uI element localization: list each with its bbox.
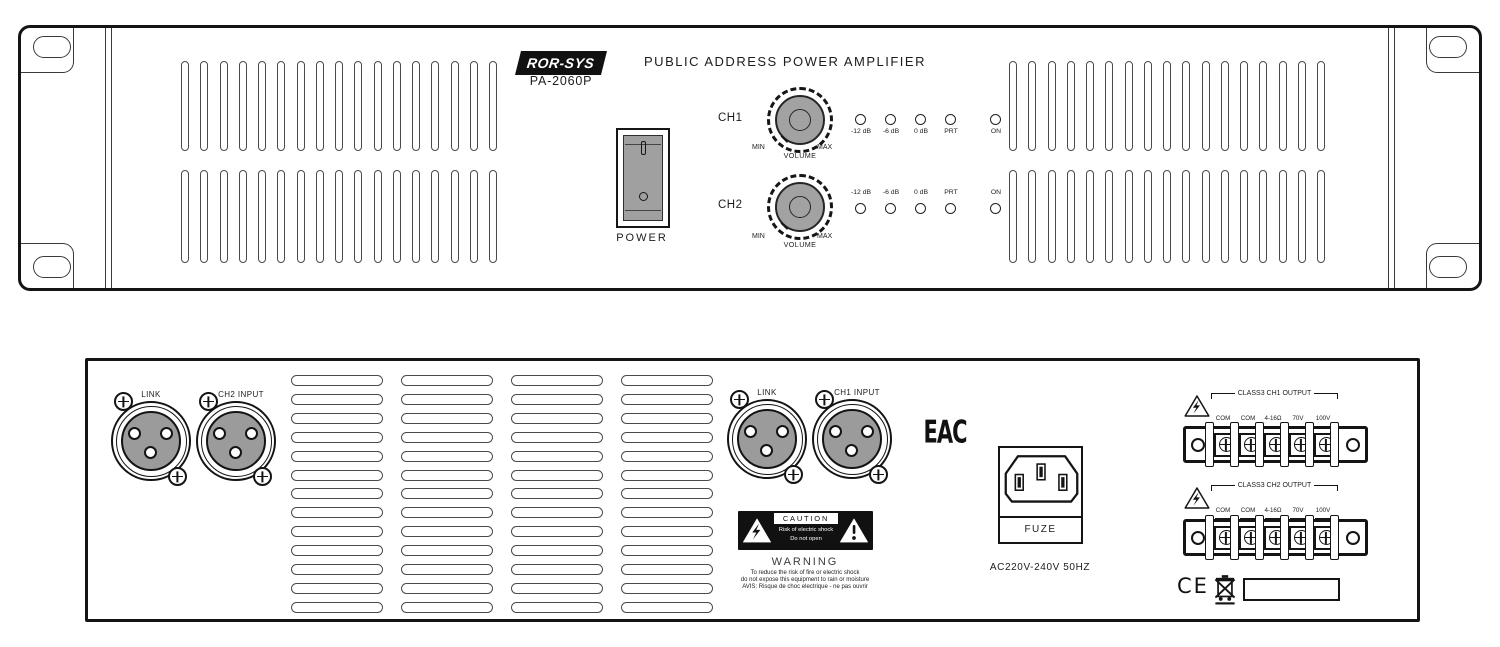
vent-slot: [1125, 170, 1133, 263]
terminal-barrier: [1255, 422, 1264, 467]
vent-slot: [621, 394, 713, 405]
terminal-label-text: 4-16Ω: [1264, 415, 1282, 422]
vent-slot: [1182, 61, 1190, 151]
terminal-label-text: 4-16Ω: [1264, 507, 1282, 514]
vent-slot: [621, 432, 713, 443]
voltage-rating: AC220V-240V 50HZ: [989, 562, 1091, 573]
xlr-pin: [144, 446, 157, 459]
vent-slot: [316, 170, 324, 263]
vent-slot: [297, 170, 305, 263]
vent-slot: [1125, 61, 1133, 151]
warning-line-1: To reduce the risk of fire or electric shock: [750, 570, 860, 576]
vent-slot: [511, 451, 603, 462]
vent-slot: [621, 413, 713, 424]
vent-slot: [401, 583, 493, 594]
vent-slot: [1163, 61, 1171, 151]
vent-slot: [621, 545, 713, 556]
ac-power-inlet: [998, 446, 1083, 544]
volume-label: VOLUME: [783, 240, 817, 249]
vent-slot: [316, 61, 324, 151]
vent-slot: [401, 432, 493, 443]
vent-grille: [511, 375, 603, 613]
vent-slot: [621, 470, 713, 481]
xlr-connector-ch2-input: [196, 401, 276, 481]
vent-slot: [470, 170, 478, 263]
terminal-barrier: [1205, 515, 1214, 560]
vent-slot: [401, 375, 493, 386]
terminal-label-text: 70V: [1292, 507, 1304, 514]
xlr-pin: [829, 425, 842, 438]
ear-divider-right: [1388, 28, 1389, 288]
vent-slot: [401, 564, 493, 575]
bracket-line: [1314, 485, 1338, 491]
vent-grille: [621, 375, 713, 613]
vent-slot: [291, 602, 383, 613]
led-label: 0 dB: [914, 189, 928, 196]
vent-slot: [1105, 170, 1113, 263]
led-label: -6 dB: [882, 128, 900, 135]
vent-slot: [393, 61, 401, 151]
vent-slot: [451, 170, 459, 263]
vent-slot: [401, 394, 493, 405]
eac-mark: [923, 413, 967, 451]
power-rocker: [623, 135, 663, 221]
vent-slot: [354, 61, 362, 151]
vent-slot: [1317, 170, 1325, 263]
terminal-title-text: CLASS3 CH1 OUTPUT: [1237, 390, 1312, 397]
screw-icon: [730, 390, 749, 409]
vent-slot: [239, 170, 247, 263]
vent-slot: [200, 61, 208, 151]
vent-slot: [621, 451, 713, 462]
xlr-pin: [160, 427, 173, 440]
channel-1-label: CH1: [718, 112, 743, 124]
led-label: PRT: [944, 128, 958, 135]
vent-slot: [511, 507, 603, 518]
vent-slot: [1086, 61, 1094, 151]
vent-slot: [277, 61, 285, 151]
vent-grille: [181, 61, 497, 151]
knob-hub: [789, 196, 811, 218]
vent-slot: [511, 488, 603, 499]
vent-slot: [297, 61, 305, 151]
panel-title: PUBLIC ADDRESS POWER AMPLIFIER: [644, 54, 926, 69]
terminal-group-title-ch2: [1211, 482, 1338, 494]
vent-slot: [1240, 61, 1248, 151]
xlr-label-link-ch1: LINK: [757, 388, 777, 397]
vent-slot: [401, 451, 493, 462]
led-ch1-0db: [915, 114, 926, 125]
vent-slot: [1163, 170, 1171, 263]
terminal-label-text: COM: [1240, 507, 1256, 514]
vent-slot: [1009, 170, 1017, 263]
bracket-line: [1314, 393, 1338, 399]
vent-slot: [621, 564, 713, 575]
vent-slot: [1202, 170, 1210, 263]
terminal-block-ch1: [1183, 426, 1368, 463]
vent-slot: [239, 61, 247, 151]
warning-title: WARNING: [771, 556, 839, 568]
vent-slot: [354, 170, 362, 263]
vent-slot: [291, 375, 383, 386]
weee-icon: [1212, 573, 1238, 605]
vent-slot: [1221, 61, 1229, 151]
screw-icon: [869, 465, 888, 484]
vent-slot: [374, 61, 382, 151]
rocker-line: [625, 210, 661, 211]
max-label: MAX: [817, 233, 833, 240]
vent-slot: [451, 61, 459, 151]
vent-slot: [291, 413, 383, 424]
vent-slot: [181, 61, 189, 151]
xlr-connector-link-a: [111, 401, 191, 481]
mounting-hole: [1429, 256, 1467, 278]
vent-slot: [1144, 61, 1152, 151]
vent-slot: [412, 61, 420, 151]
min-label: MIN: [752, 144, 765, 151]
vent-slot: [1298, 61, 1306, 151]
vent-slot: [1279, 61, 1287, 151]
vent-slot: [511, 394, 603, 405]
vent-slot: [401, 602, 493, 613]
bracket-line: [1211, 393, 1235, 399]
ear-divider-left: [105, 28, 106, 288]
led-label: -6 dB: [882, 189, 900, 196]
ear-divider-right-2: [1394, 28, 1395, 288]
vent-slot: [621, 375, 713, 386]
xlr-pin: [245, 427, 258, 440]
led-label: -12 dB: [850, 128, 872, 135]
led-ch1-minus6: [885, 114, 896, 125]
vent-slot: [1009, 61, 1017, 151]
caution-line-2: Do not open: [790, 536, 822, 542]
vent-grille: [291, 375, 383, 613]
screw-icon: [199, 392, 218, 411]
terminal-label-text: 100V: [1315, 507, 1331, 514]
vent-slot: [621, 602, 713, 613]
screw-icon: [114, 392, 133, 411]
brand-logo: [515, 51, 607, 75]
caution-title: CAUTION: [774, 513, 838, 524]
channel-2-label: CH2: [718, 199, 743, 211]
ce-mark: CE: [1177, 574, 1209, 598]
vent-slot: [1240, 170, 1248, 263]
led-ch2-minus12: [855, 203, 866, 214]
vent-slot: [1067, 170, 1075, 263]
vent-slot: [401, 470, 493, 481]
mounting-hole: [1429, 36, 1467, 58]
xlr-pin: [128, 427, 141, 440]
mount-hole: [1346, 531, 1360, 545]
exclamation-warning-icon: [839, 517, 869, 544]
vent-slot: [401, 507, 493, 518]
vent-slot: [621, 583, 713, 594]
front-panel: [18, 25, 1482, 291]
mounting-hole: [33, 256, 71, 278]
screw-icon: [253, 467, 272, 486]
vent-slot: [291, 470, 383, 481]
warning-line-3: AVIS: Risque de choc electrique - ne pas ouvrir: [742, 584, 868, 590]
vent-slot: [511, 545, 603, 556]
vent-slot: [1105, 61, 1113, 151]
led-ch1-minus12: [855, 114, 866, 125]
model-number: PA-2060P: [529, 74, 593, 88]
terminal-barrier: [1305, 422, 1314, 467]
xlr-body: [737, 409, 797, 469]
vent-slot: [511, 375, 603, 386]
vent-slot: [431, 170, 439, 263]
vent-slot: [291, 432, 383, 443]
xlr-pin: [760, 444, 773, 457]
rear-panel: [85, 358, 1420, 622]
led-label: -12 dB: [850, 189, 872, 196]
power-switch: [616, 128, 670, 228]
terminal-barrier: [1230, 515, 1239, 560]
blank-label-box: [1243, 578, 1340, 601]
terminal-barrier: [1205, 422, 1214, 467]
vent-slot: [1221, 170, 1229, 263]
vent-slot: [621, 507, 713, 518]
led-ch1-prt: [945, 114, 956, 125]
vent-slot: [621, 488, 713, 499]
terminal-label-text: 70V: [1292, 415, 1304, 422]
vent-slot: [511, 470, 603, 481]
vent-slot: [1202, 61, 1210, 151]
vent-slot: [181, 170, 189, 263]
vent-grille: [1009, 61, 1325, 151]
fuse-label: FUZE: [1024, 524, 1057, 535]
vent-slot: [511, 413, 603, 424]
xlr-body: [121, 411, 181, 471]
vent-slot: [291, 488, 383, 499]
warning-line-2: do not expose this equipment to rain or moisture: [740, 577, 870, 583]
terminal-barrier: [1280, 422, 1289, 467]
vent-slot: [489, 61, 497, 151]
xlr-label-ch2-input: CH2 INPUT: [218, 390, 264, 399]
vent-slot: [621, 526, 713, 537]
led-ch2-minus6: [885, 203, 896, 214]
terminal-group-title-ch1: [1211, 390, 1338, 402]
terminal-barrier: [1305, 515, 1314, 560]
caution-label: [738, 511, 873, 550]
vent-grille: [181, 170, 497, 263]
mount-hole: [1191, 438, 1205, 452]
power-label: POWER: [616, 232, 668, 244]
vent-slot: [412, 170, 420, 263]
screw-icon: [815, 390, 834, 409]
terminal-barrier: [1330, 422, 1339, 467]
terminal-block-ch2: [1183, 519, 1368, 556]
led-ch1-on: [990, 114, 1001, 125]
vent-slot: [335, 61, 343, 151]
min-label: MIN: [752, 233, 765, 240]
vent-slot: [401, 526, 493, 537]
vent-slot: [1086, 170, 1094, 263]
vent-slot: [431, 61, 439, 151]
terminal-label-text: 100V: [1315, 415, 1331, 422]
led-ch2-prt: [945, 203, 956, 214]
vent-slot: [200, 170, 208, 263]
vent-slot: [1298, 170, 1306, 263]
xlr-label-link-ch2: LINK: [141, 390, 161, 399]
led-label: ON: [990, 189, 1002, 196]
knob-hub: [789, 109, 811, 131]
vent-slot: [291, 583, 383, 594]
ear-divider-left-2: [111, 28, 112, 288]
vent-grille: [401, 375, 493, 613]
caution-line-1: Risk of electric shock: [778, 527, 834, 533]
vent-slot: [511, 602, 603, 613]
vent-slot: [220, 61, 228, 151]
xlr-pin: [776, 425, 789, 438]
vent-slot: [511, 526, 603, 537]
vent-slot: [1028, 61, 1036, 151]
volume-knob-ch2: [767, 174, 833, 240]
led-label: ON: [990, 128, 1002, 135]
vent-slot: [220, 170, 228, 263]
terminal-label-text: COM: [1240, 415, 1256, 422]
terminal-barrier: [1255, 515, 1264, 560]
vent-slot: [1028, 170, 1036, 263]
vent-slot: [258, 170, 266, 263]
vent-slot: [1048, 170, 1056, 263]
volume-label: VOLUME: [783, 151, 817, 160]
screw-icon: [784, 465, 803, 484]
bracket-line: [1211, 485, 1235, 491]
vent-slot: [1259, 61, 1267, 151]
led-label: PRT: [944, 189, 958, 196]
vent-slot: [291, 507, 383, 518]
brand-name: ROR-SYS: [526, 55, 596, 71]
power-on-icon: [641, 141, 646, 155]
vent-slot: [374, 170, 382, 263]
xlr-connector-link-b: [727, 399, 807, 479]
vent-slot: [470, 61, 478, 151]
vent-slot: [1182, 170, 1190, 263]
power-off-icon: [639, 192, 648, 201]
vent-slot: [511, 583, 603, 594]
terminal-barrier: [1230, 422, 1239, 467]
vent-slot: [1259, 170, 1267, 263]
xlr-pin: [845, 444, 858, 457]
vent-slot: [291, 394, 383, 405]
vent-slot: [401, 545, 493, 556]
inlet-divider: [999, 516, 1082, 518]
vent-slot: [1048, 61, 1056, 151]
vent-slot: [401, 488, 493, 499]
vent-slot: [393, 170, 401, 263]
vent-slot: [335, 170, 343, 263]
iec-socket-icon: [1004, 454, 1079, 509]
vent-slot: [401, 413, 493, 424]
terminal-barrier: [1330, 515, 1339, 560]
vent-slot: [291, 545, 383, 556]
terminal-title-text: CLASS3 CH2 OUTPUT: [1237, 482, 1312, 489]
led-label: 0 dB: [914, 128, 928, 135]
vent-slot: [511, 432, 603, 443]
vent-slot: [1067, 61, 1075, 151]
vent-slot: [291, 451, 383, 462]
eac-text: EAC: [923, 414, 967, 450]
max-label: MAX: [817, 144, 833, 151]
mount-hole: [1191, 531, 1205, 545]
xlr-pin: [861, 425, 874, 438]
mounting-hole: [33, 36, 71, 58]
screw-icon: [168, 467, 187, 486]
terminal-label-text: COM: [1215, 415, 1231, 422]
xlr-pin: [744, 425, 757, 438]
terminal-barrier: [1280, 515, 1289, 560]
vent-slot: [291, 526, 383, 537]
xlr-pin: [213, 427, 226, 440]
xlr-connector-ch1-input: [812, 399, 892, 479]
vent-slot: [1317, 61, 1325, 151]
xlr-label-ch1-input: CH1 INPUT: [834, 388, 880, 397]
mount-hole: [1346, 438, 1360, 452]
vent-slot: [277, 170, 285, 263]
led-ch2-on: [990, 203, 1001, 214]
vent-slot: [489, 170, 497, 263]
vent-slot: [1279, 170, 1287, 263]
vent-slot: [258, 61, 266, 151]
terminal-label-text: COM: [1215, 507, 1231, 514]
led-ch2-0db: [915, 203, 926, 214]
xlr-pin: [229, 446, 242, 459]
vent-slot: [1144, 170, 1152, 263]
vent-slot: [291, 564, 383, 575]
vent-slot: [511, 564, 603, 575]
vent-grille: [1009, 170, 1325, 263]
xlr-body: [206, 411, 266, 471]
xlr-body: [822, 409, 882, 469]
